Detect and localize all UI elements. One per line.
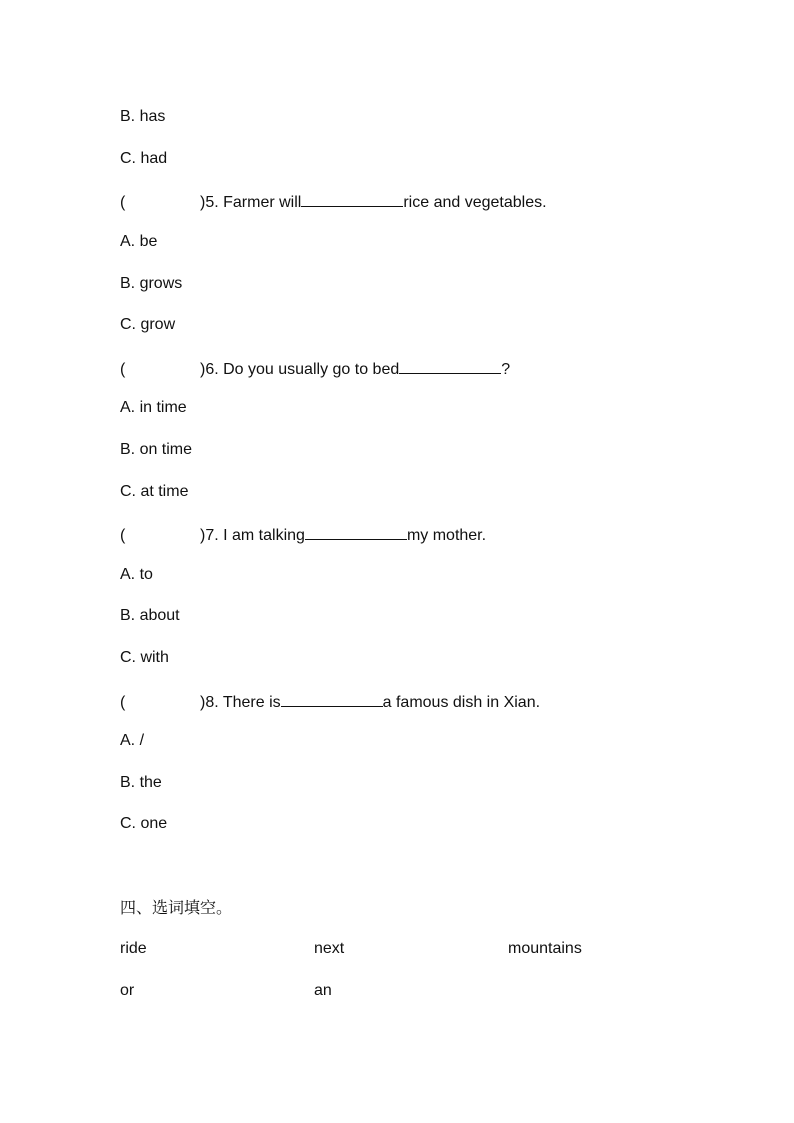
question-number: 8.: [205, 694, 219, 711]
question-5: [120, 190, 547, 210]
question-number: 5.: [205, 194, 219, 211]
answer-paren-close: ): [200, 694, 206, 711]
option-q6-b: B. on time: [120, 441, 193, 458]
question-text-before: I am talking: [218, 527, 305, 544]
answer-blank: [301, 190, 403, 207]
option-q5-a: A. be: [120, 233, 158, 250]
answer-paren-open: (: [120, 361, 126, 378]
option-q4-c: C. had: [120, 150, 168, 167]
option-q7-b: B. about: [120, 607, 180, 624]
option-q7-a: A. to: [120, 566, 153, 583]
option-q5-c: C. grow: [120, 316, 176, 333]
question-text-before: Do you usually go to bed: [218, 361, 400, 378]
option-q8-c: C. one: [120, 815, 168, 832]
question-text-before: Farmer will: [218, 194, 302, 211]
option-q4-b: B. has: [120, 108, 166, 125]
question-text-after: ?: [501, 361, 511, 378]
option-q6-a: A. in time: [120, 399, 187, 416]
question-text-before: There is: [218, 694, 281, 711]
word-bank-item: mountains: [508, 940, 582, 957]
option-q5-b: B. grows: [120, 275, 183, 292]
question-text-after: my mother.: [406, 527, 487, 544]
answer-blank: [399, 357, 501, 374]
question-8: [120, 690, 540, 710]
answer-paren-close: ): [200, 194, 206, 211]
word-bank-item: next: [314, 940, 345, 957]
question-number: 6.: [205, 361, 219, 378]
answer-paren-open: (: [120, 194, 126, 211]
option-q8-b: B. the: [120, 774, 162, 791]
answer-paren-open: (: [120, 527, 126, 544]
word-bank-item: or: [120, 982, 135, 999]
question-text-after: rice and vegetables.: [403, 194, 547, 211]
question-number: 7.: [205, 527, 219, 544]
answer-paren-close: ): [200, 527, 206, 544]
question-7: [120, 523, 486, 543]
answer-blank: [281, 690, 383, 707]
answer-blank: [305, 523, 407, 540]
option-q7-c: C. with: [120, 649, 169, 666]
word-bank-item: ride: [120, 940, 147, 957]
question-6: [120, 357, 510, 377]
answer-paren-open: (: [120, 694, 126, 711]
section-title: 四、选词填空。: [120, 898, 233, 917]
word-bank-item: an: [314, 982, 332, 999]
option-q8-a: A. /: [120, 732, 145, 749]
option-q6-c: C. at time: [120, 483, 189, 500]
answer-paren-close: ): [200, 361, 206, 378]
question-text-after: a famous dish in Xian.: [382, 694, 541, 711]
